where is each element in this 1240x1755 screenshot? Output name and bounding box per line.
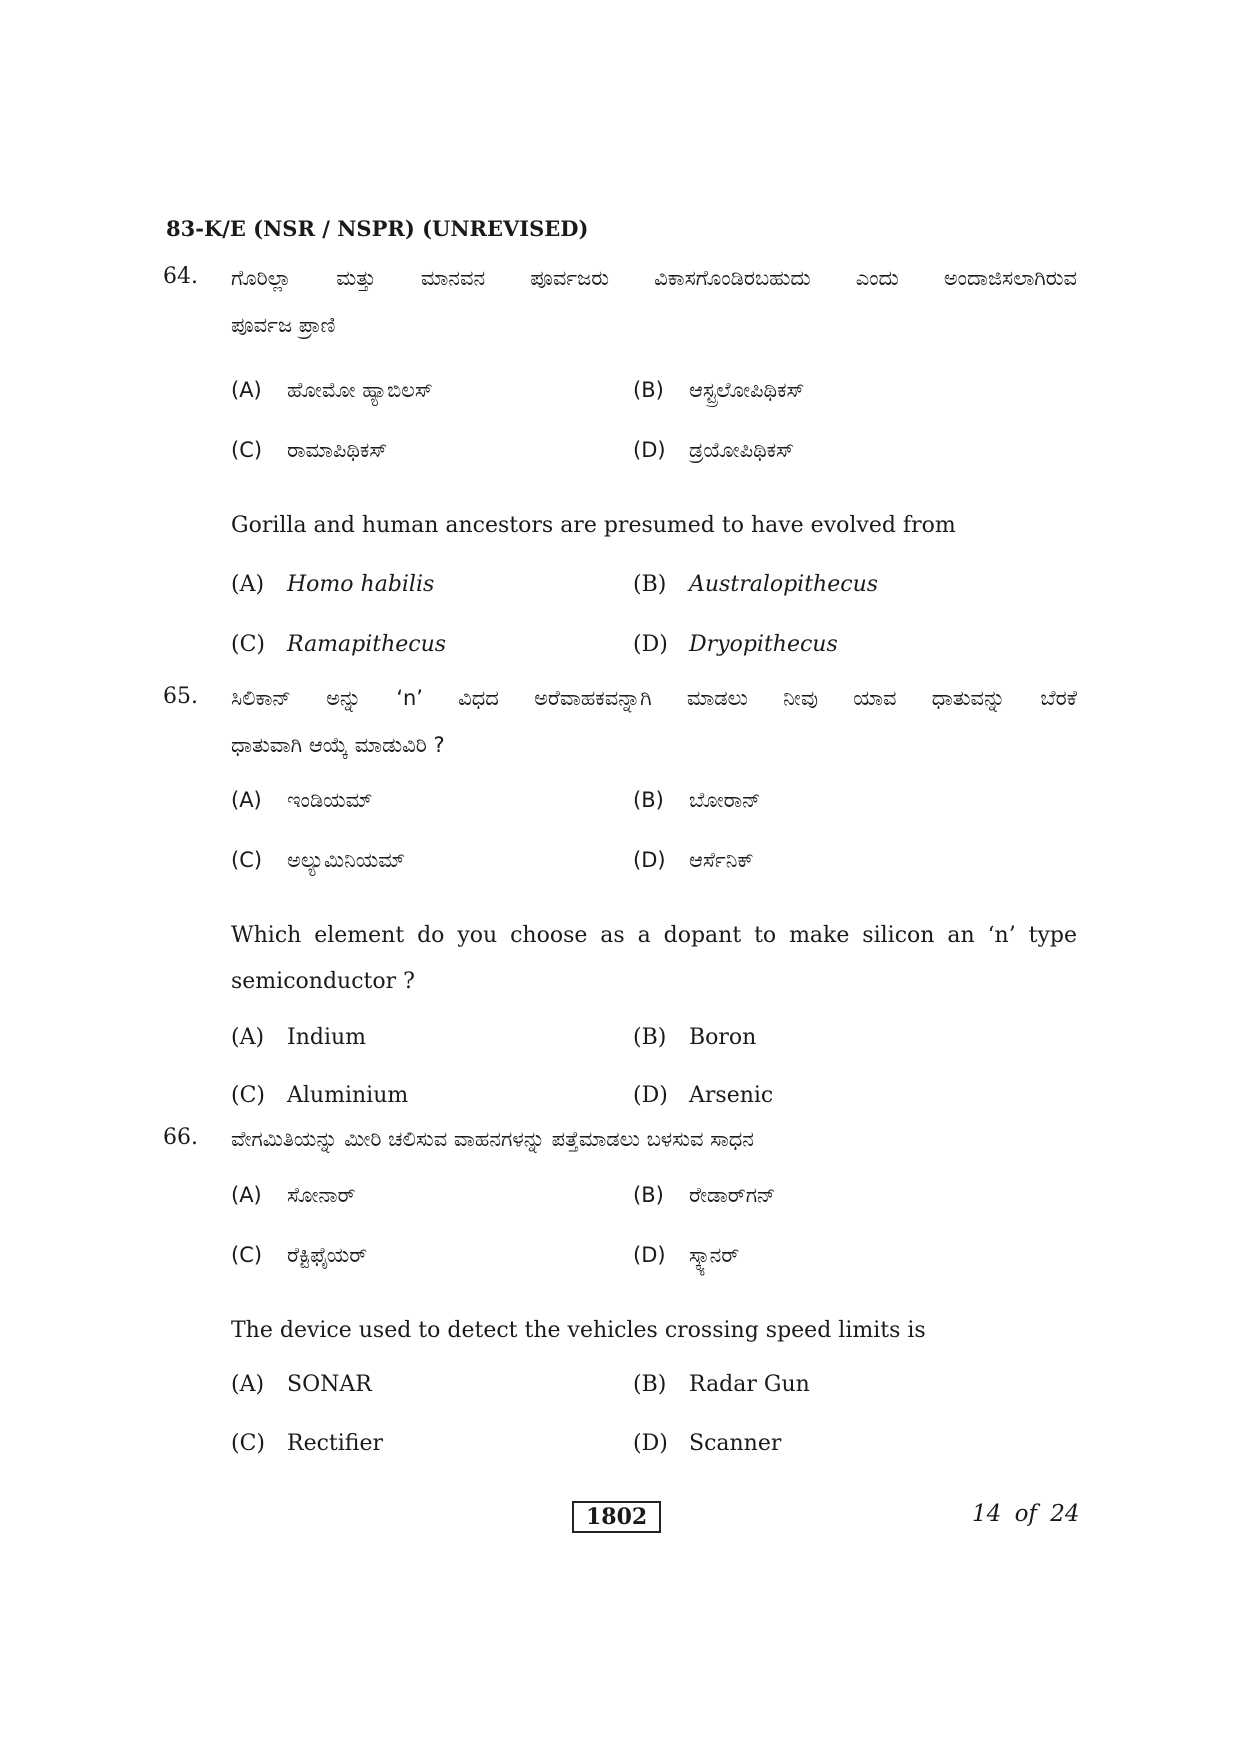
option-b bbox=[633, 788, 761, 813]
option-text: ಸ್ಕ್ಯಾನರ್ bbox=[689, 1243, 740, 1267]
question-number: 64. bbox=[163, 264, 198, 289]
option-label: (D) bbox=[633, 848, 666, 872]
option-text: ಹೋಮೋ ಹ್ಯಾಬಿಲಸ್ bbox=[287, 378, 433, 402]
option-label: (B) bbox=[633, 788, 664, 812]
option-label: (B) bbox=[633, 378, 664, 402]
option-text: ಆಸ್ಟ್ರಲೋಪಿಥಿಕಸ್ bbox=[689, 378, 805, 402]
option-b bbox=[633, 1025, 756, 1050]
stem-line: ಧಾತುವಾಗಿ ಆಯ್ಕೆ ಮಾಡುವಿರಿ ? bbox=[231, 733, 445, 757]
option-label: (A) bbox=[231, 788, 262, 812]
option-text: ರೆಕ್ಟಿಫೈಯರ್ bbox=[287, 1243, 368, 1267]
option-c bbox=[231, 1431, 383, 1456]
option-text: Aluminium bbox=[287, 1083, 409, 1108]
option-d bbox=[633, 848, 754, 873]
option-a bbox=[231, 1372, 372, 1397]
option-label: (C) bbox=[231, 1243, 263, 1267]
option-b bbox=[633, 1372, 810, 1397]
stem-line: semiconductor ? bbox=[231, 969, 415, 994]
option-label: (A) bbox=[231, 1025, 265, 1050]
question-stem-kannada bbox=[231, 255, 1077, 349]
option-label: (D) bbox=[633, 1431, 668, 1456]
question-number: 65. bbox=[163, 684, 198, 709]
option-a bbox=[231, 1183, 355, 1208]
option-text: Radar Gun bbox=[689, 1372, 810, 1397]
option-d bbox=[633, 632, 838, 657]
option-label: (B) bbox=[633, 1183, 664, 1207]
option-label: (C) bbox=[231, 632, 265, 657]
stem-line: ವೇಗಮಿತಿಯನ್ನು ಮೀರಿ ಚಲಿಸುವ ವಾಹನಗಳನ್ನು ಪತ್ತೆಮಾಡಲು ಬಳಸುವ ಸಾಧನ bbox=[231, 1127, 754, 1151]
option-text: ಬೋರಾನ್ bbox=[689, 788, 761, 812]
question-stem-kannada bbox=[231, 675, 1077, 769]
stem-line: ಪೂರ್ವಜ ಪ್ರಾಣಿ bbox=[231, 313, 336, 337]
option-b bbox=[633, 572, 878, 597]
option-d bbox=[633, 1083, 773, 1108]
option-text: Indium bbox=[287, 1025, 367, 1050]
option-text: ಇಂಡಿಯಮ್ bbox=[287, 788, 373, 812]
option-text: SONAR bbox=[287, 1372, 372, 1397]
option-d bbox=[633, 1431, 781, 1456]
option-text: ಆರ್ಸೆನಿಕ್ bbox=[689, 848, 754, 872]
question-stem-english: The device used to detect the vehicles crossing speed limits is bbox=[231, 1318, 926, 1343]
option-c bbox=[231, 848, 405, 873]
option-a bbox=[231, 1025, 366, 1050]
option-label: (C) bbox=[231, 848, 263, 872]
option-text: ರಾಮಾಪಿಥಿಕಸ್ bbox=[287, 438, 388, 462]
question-number: 66. bbox=[163, 1125, 198, 1150]
option-text: Australopithecus bbox=[689, 572, 879, 597]
option-text: Arsenic bbox=[689, 1083, 774, 1108]
option-label: (A) bbox=[231, 1372, 265, 1397]
option-text: ಡ್ರಯೋಪಿಥಿಕಸ್ bbox=[689, 438, 795, 462]
paper-code-header: 83-K/E (NSR / NSPR) (UNREVISED) bbox=[166, 216, 589, 241]
option-text: ರೇಡಾರ್‌ಗನ್ bbox=[689, 1183, 776, 1207]
option-b bbox=[633, 378, 804, 403]
stem-line: ಗೊರಿಲ್ಲಾ ಮತ್ತು ಮಾನವನ ಪೂರ್ವಜರು ವಿಕಾಸಗೊಂಡಿರಬಹುದು ಎಂದು ಅಂದಾಜಿಸಲಾಗಿರುವ bbox=[231, 266, 1077, 290]
option-text: Boron bbox=[689, 1025, 757, 1050]
option-text: Homo habilis bbox=[287, 572, 435, 597]
stem-line: ಸಿಲಿಕಾನ್ ಅನ್ನು ‘n’ ವಿಧದ ಅರೆವಾಹಕವನ್ನಾಗಿ ಮಾಡಲು ನೀವು ಯಾವ ಧಾತುವನ್ನು ಬೆರಕೆ bbox=[231, 686, 1077, 710]
option-label: (D) bbox=[633, 438, 666, 462]
question-stem-kannada bbox=[231, 1116, 1077, 1163]
option-text: Rectifier bbox=[287, 1431, 383, 1456]
option-b bbox=[633, 1183, 776, 1208]
option-text: Ramapithecus bbox=[287, 632, 447, 657]
option-text: ಅಲ್ಯುಮಿನಿಯಮ್ bbox=[287, 848, 406, 872]
option-text: Scanner bbox=[689, 1431, 782, 1456]
option-label: (B) bbox=[633, 1372, 667, 1397]
option-c bbox=[231, 1083, 408, 1108]
option-label: (A) bbox=[231, 1183, 262, 1207]
option-text: Dryopithecus bbox=[689, 632, 838, 657]
option-a bbox=[231, 378, 433, 403]
option-text: ಸೋನಾರ್ bbox=[287, 1183, 356, 1207]
question-stem-english: Gorilla and human ancestors are presumed to have evolved from bbox=[231, 513, 956, 538]
option-label: (B) bbox=[633, 1025, 667, 1050]
option-c bbox=[231, 1243, 367, 1268]
option-d bbox=[633, 438, 794, 463]
option-label: (A) bbox=[231, 378, 262, 402]
question-stem-english bbox=[231, 913, 1077, 1005]
option-label: (D) bbox=[633, 1243, 666, 1267]
option-label: (D) bbox=[633, 1083, 668, 1108]
option-label: (D) bbox=[633, 632, 668, 657]
option-a bbox=[231, 788, 372, 813]
option-label: (A) bbox=[231, 572, 265, 597]
option-label: (C) bbox=[231, 1083, 265, 1108]
option-d bbox=[633, 1243, 739, 1268]
option-a bbox=[231, 572, 434, 597]
option-label: (C) bbox=[231, 1431, 265, 1456]
option-c bbox=[231, 632, 446, 657]
page-number: 14 of 24 bbox=[972, 1501, 1080, 1527]
stem-line: Which element do you choose as a dopant to make silicon an ‘n’ type bbox=[231, 923, 1077, 948]
booklet-code-box: 1802 bbox=[572, 1501, 661, 1533]
option-label: (C) bbox=[231, 438, 263, 462]
option-label: (B) bbox=[633, 572, 667, 597]
option-c bbox=[231, 438, 387, 463]
